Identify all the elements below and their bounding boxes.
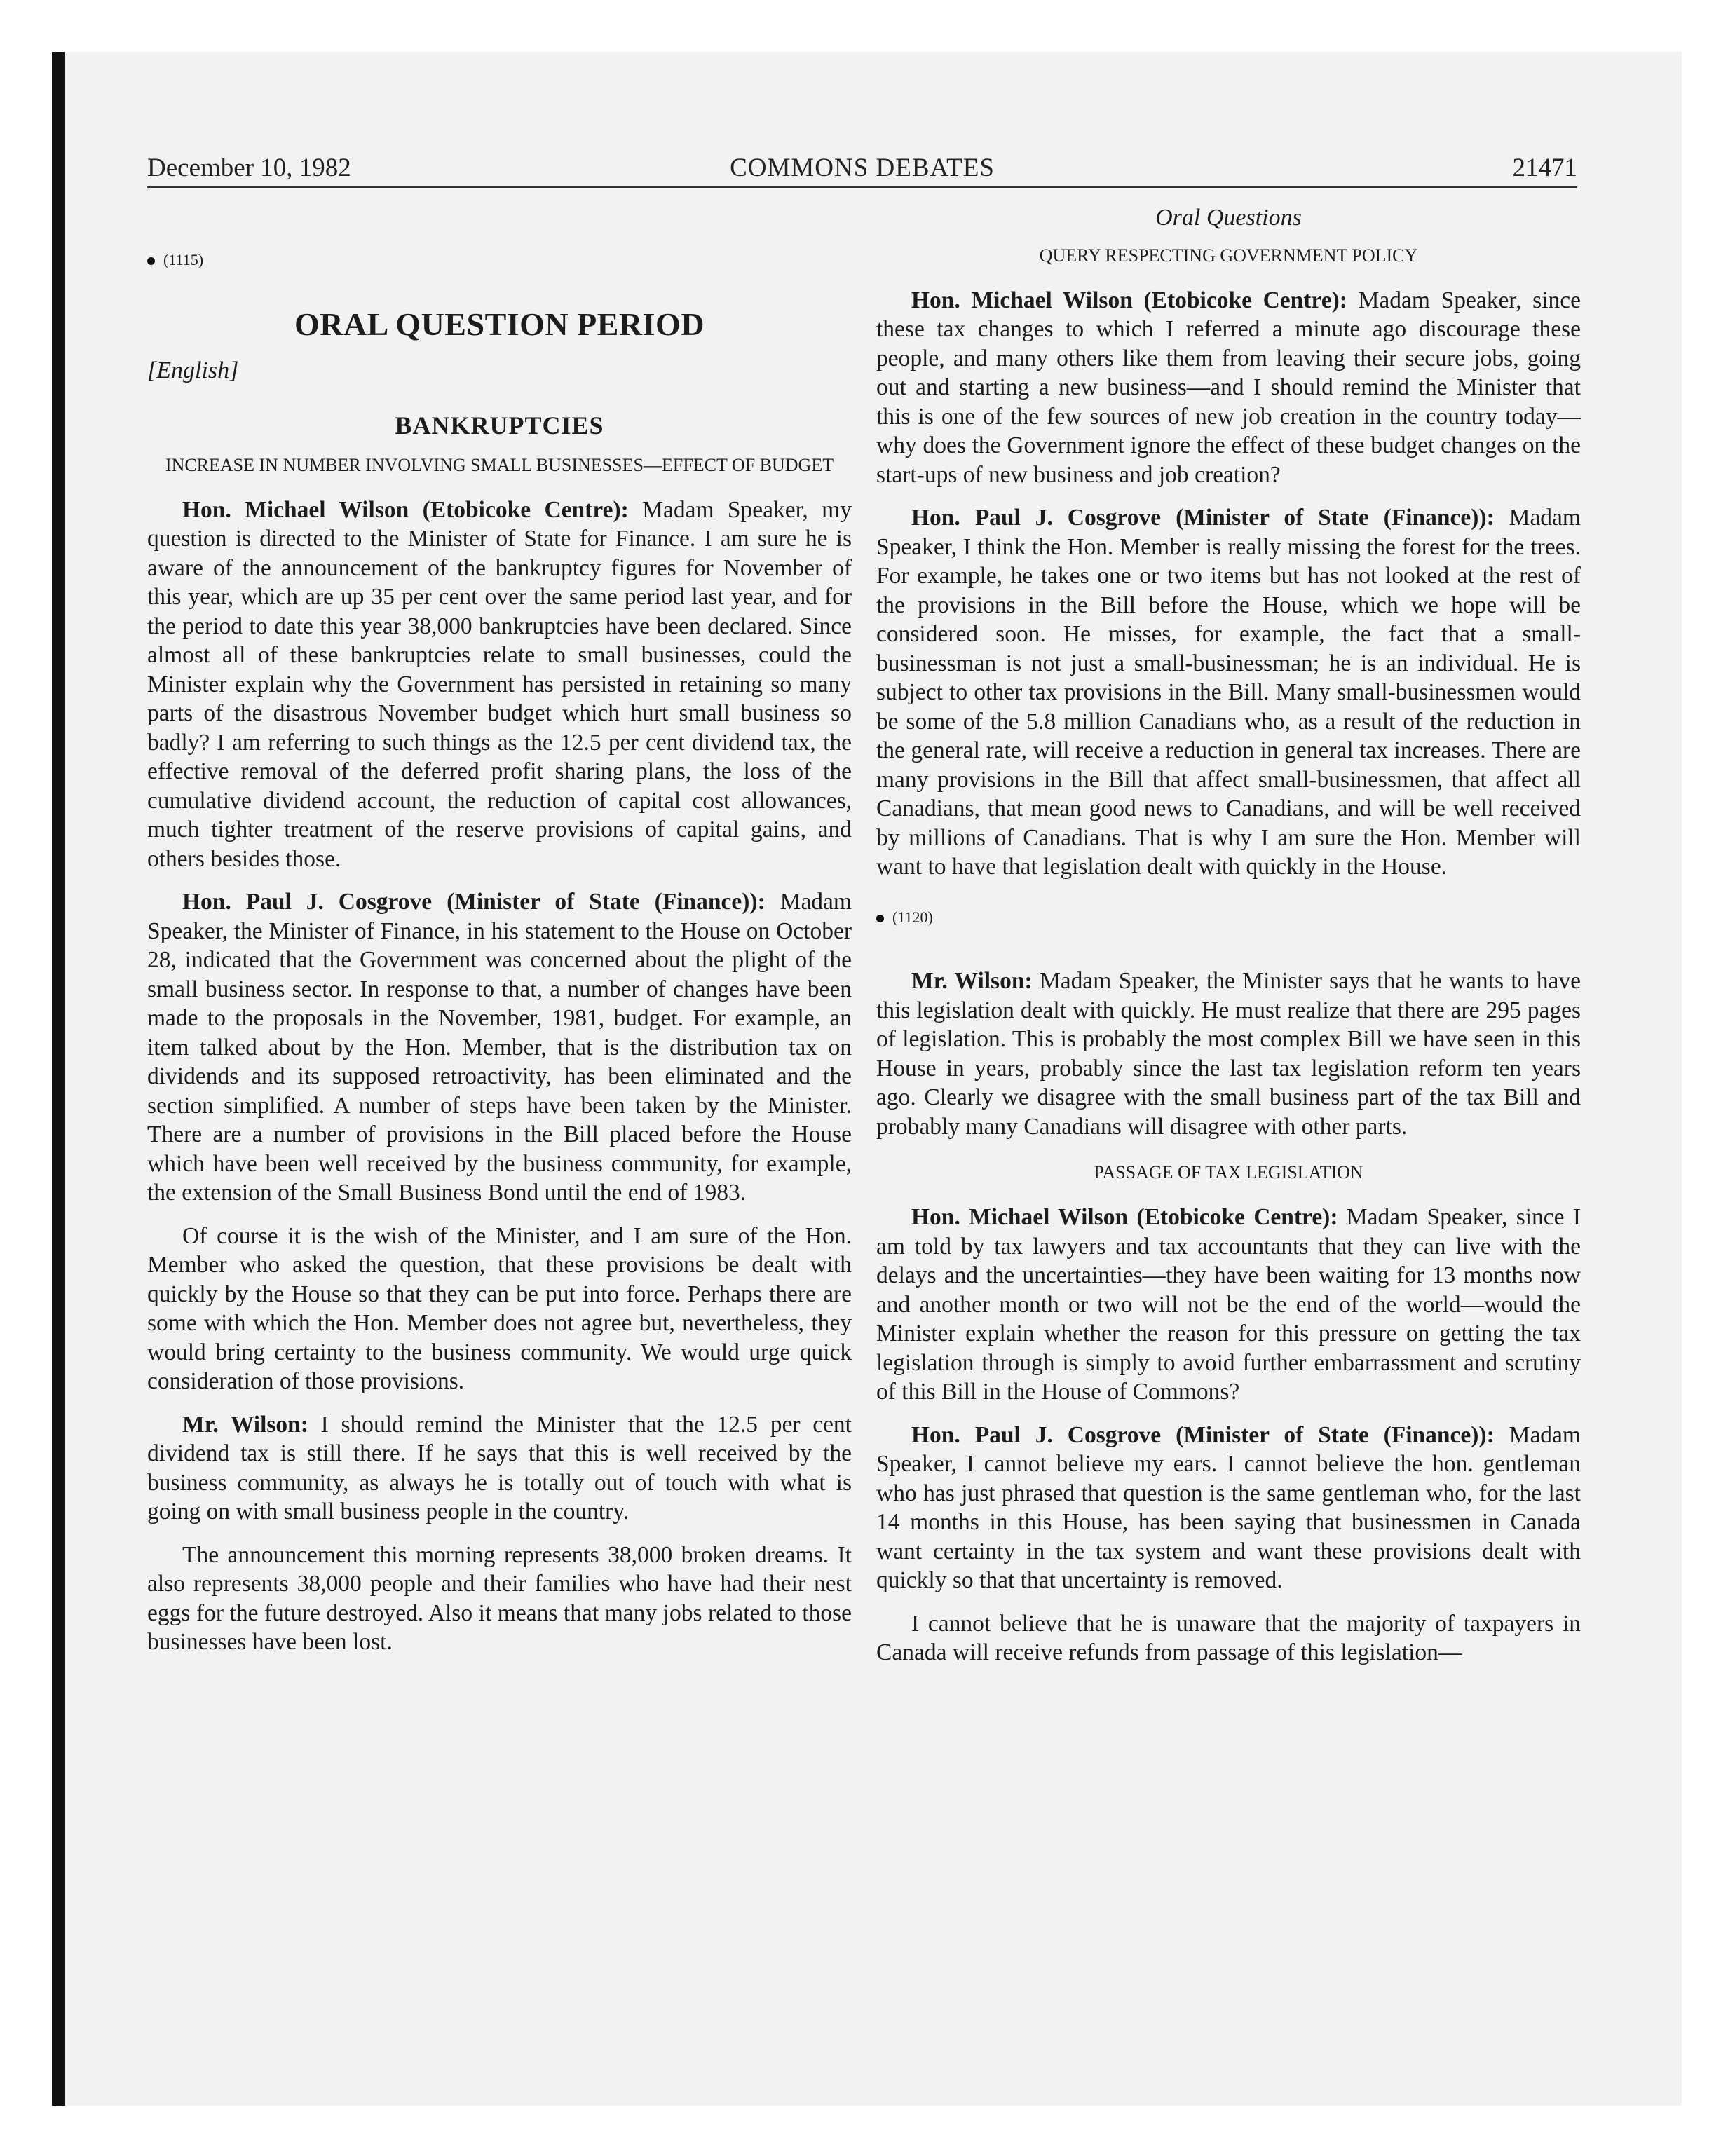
- main-heading: ORAL QUESTION PERIOD: [294, 306, 705, 342]
- topic-subheading: QUERY RESPECTING GOVERNMENT POLICY: [1039, 245, 1418, 266]
- left-column: [147, 203, 852, 1671]
- paragraph: [147, 887, 852, 1208]
- speaker-name: Hon. Michael Wilson (Etobicoke Centre):: [911, 287, 1347, 313]
- paragraph: [876, 503, 1581, 882]
- paragraph-text: I cannot believe that he is unaware that the majority of taxpayers in Canada will receive refunds from passage of this legislation—: [876, 1610, 1581, 1665]
- topic-subheading: PASSAGE OF TAX LEGISLATION: [1094, 1162, 1363, 1182]
- speaker-name: Hon. Michael Wilson (Etobicoke Centre):: [182, 496, 629, 523]
- timestamp-marker: [147, 245, 852, 275]
- language-note: [English]: [147, 357, 239, 383]
- timestamp-text: (1115): [163, 251, 204, 268]
- timestamp-marker: [876, 903, 1581, 932]
- speaker-name: Hon. Paul J. Cosgrove (Minister of State (Finance)):: [182, 889, 766, 915]
- bullet-icon: [876, 915, 884, 922]
- paragraph-text: Madam Speaker, I cannot believe my ears. I cannot believe the hon. gentleman who has just phrased that question is the same gentleman who, for the last 14 months in this House, has been saying that businessmen in Canada want certainty in the tax system and want these provisions dealt with quickly so that that uncertainty is removed.: [876, 1421, 1581, 1593]
- paragraph: [147, 1410, 852, 1527]
- topic-subheading: INCREASE IN NUMBER INVOLVING SMALL BUSINESSES—EFFECT OF BUDGET: [165, 454, 834, 475]
- paragraph: [147, 1222, 852, 1396]
- paragraph-text: Madam Speaker, I think the Hon. Member is really missing the forest for the trees. For example, he takes one or two items but has not looked at the rest of the provisions in the Bill before the House, which we hope will be considered soon. He misses, for example, the fact that a small-businessman is not just a small-businessman; he is an individual. He is subject to other tax provisions in the Bill. Many small-businessmen would be some of the 5.8 million Canadians who, as a result of the reduction in the general rate, will receive a reduction in general tax increases. There are many provisions in the Bill that affect small-businessmen, that affect all Canadians, that mean good news to Canadians, and will be well received by millions of Canadians. That is why I am sure the Hon. Member will want to have that legislation dealt with quickly in the House.: [876, 505, 1581, 880]
- subject-heading: BANKRUPTCIES: [395, 411, 604, 439]
- speaker-name: Hon. Michael Wilson (Etobicoke Centre):: [911, 1204, 1338, 1230]
- timestamp-text: (1120): [892, 908, 933, 926]
- paragraph-text: Madam Speaker, my question is directed to the Minister of State for Finance. I am sure he is aware of the announcement of the bankruptcy figures for November of this year, which are up 35 per cent over the same period last year, and for the period to date this year 38,000 bankruptcies have been declared. Since almost all of these bankruptcies relate to small businesses, could the Minister explain why the Government has persisted in retaining so many parts of the disastrous November budget which hurt small business so badly? I am referring to such things as the 12.5 per cent dividend tax, the effective removal of the deferred profit sharing plans, the loss of the cumulative dividend account, the reduction of capital cost allowances, much tighter treatment of the reserve provisions of capital gains, and others besides those.: [147, 496, 852, 872]
- paragraph-text: I should remind the Minister that the 12.5 per cent dividend tax is still there. If he says that this is well received by the business community, as always he is totally out of touch with what is going on with small business people in the country.: [147, 1411, 852, 1524]
- scan-edge-bar: [52, 52, 65, 2106]
- paragraph-text: Madam Speaker, the Minister of Finance, in his statement to the House on October 28, indicated that the Government was concerned about the plight of the small business sector. In response to that, a number of changes have been made to the proposals in the November, 1981, budget. For example, an item talked about by the Hon. Member, that is the distribution tax on dividends and its supposed retroactivity, has been eliminated and the section simplified. A number of steps have been taken by the Minister. There are a number of provisions in the Bill placed before the House which have been well received by the business community, for example, the extension of the Small Business Bond until the end of 1983.: [147, 889, 852, 1206]
- speaker-name: Mr. Wilson:: [182, 1411, 308, 1438]
- paragraph: [876, 1203, 1581, 1407]
- paragraph: [876, 967, 1581, 1141]
- paragraph-text: The announcement this morning represents 38,000 broken dreams. It also represents 38,000 people and their families who have had their nest eggs for the future destroyed. Also it means that many jobs related to those businesses have been lost.: [147, 1541, 852, 1655]
- speaker-name: Mr. Wilson:: [911, 968, 1033, 994]
- paragraph: [147, 496, 852, 874]
- section-title: Oral Questions: [1155, 205, 1302, 231]
- paragraph-text: Madam Speaker, the Minister says that he wants to have this legislation dealt with quickly. He must realize that there are 295 pages of legislation. This is probably the most complex Bill we have seen in this House in years, probably since the last tax legislation reform ten years ago. Clearly we disagree with the small business part of the tax Bill and probably many Canadians will disagree with other parts.: [876, 968, 1581, 1140]
- paragraph-text: Madam Speaker, since I am told by tax lawyers and tax accountants that they can live with the delays and the uncertainties—they have been waiting for 13 months now and another month or two will not be the end of the world—would the Minister explain whether the reason for this pressure on getting the tax legislation through is simply to avoid further embarrassment and scrutiny of this Bill in the House of Commons?: [876, 1204, 1581, 1405]
- paragraph-text: Of course it is the wish of the Minister, and I am sure of the Hon. Member who asked the question, that these provisions be dealt with quickly by the House so that they can be put into force. Perhaps there are some with which the Hon. Member does not agree but, nevertheless, they would bring certainty to the business community. We would urge quick consideration of those provisions.: [147, 1222, 852, 1394]
- paragraph: [876, 1609, 1581, 1667]
- paragraph: [147, 1541, 852, 1657]
- speaker-name: Hon. Paul J. Cosgrove (Minister of State (Finance)):: [911, 1421, 1495, 1448]
- paragraph: [876, 1421, 1581, 1595]
- paragraph-text: Madam Speaker, since these tax changes to which I referred a minute ago discourage these people, and many others like them from leaving their secure jobs, going out and starting a new business—and I should remind the Minister that this is one of the few sources of new job creation in the country today—why does the Government ignore the effect of these budget changes on the start-ups of new business and job creation?: [876, 287, 1581, 488]
- paragraph: [876, 286, 1581, 490]
- right-column: [876, 203, 1581, 1681]
- header-publication: COMMONS DEBATES: [730, 153, 995, 182]
- bullet-icon: [147, 257, 155, 265]
- running-header: [147, 153, 1577, 188]
- header-page-number: 21471: [1512, 153, 1577, 182]
- speaker-name: Hon. Paul J. Cosgrove (Minister of State (Finance)):: [911, 505, 1495, 531]
- header-date: December 10, 1982: [147, 153, 351, 182]
